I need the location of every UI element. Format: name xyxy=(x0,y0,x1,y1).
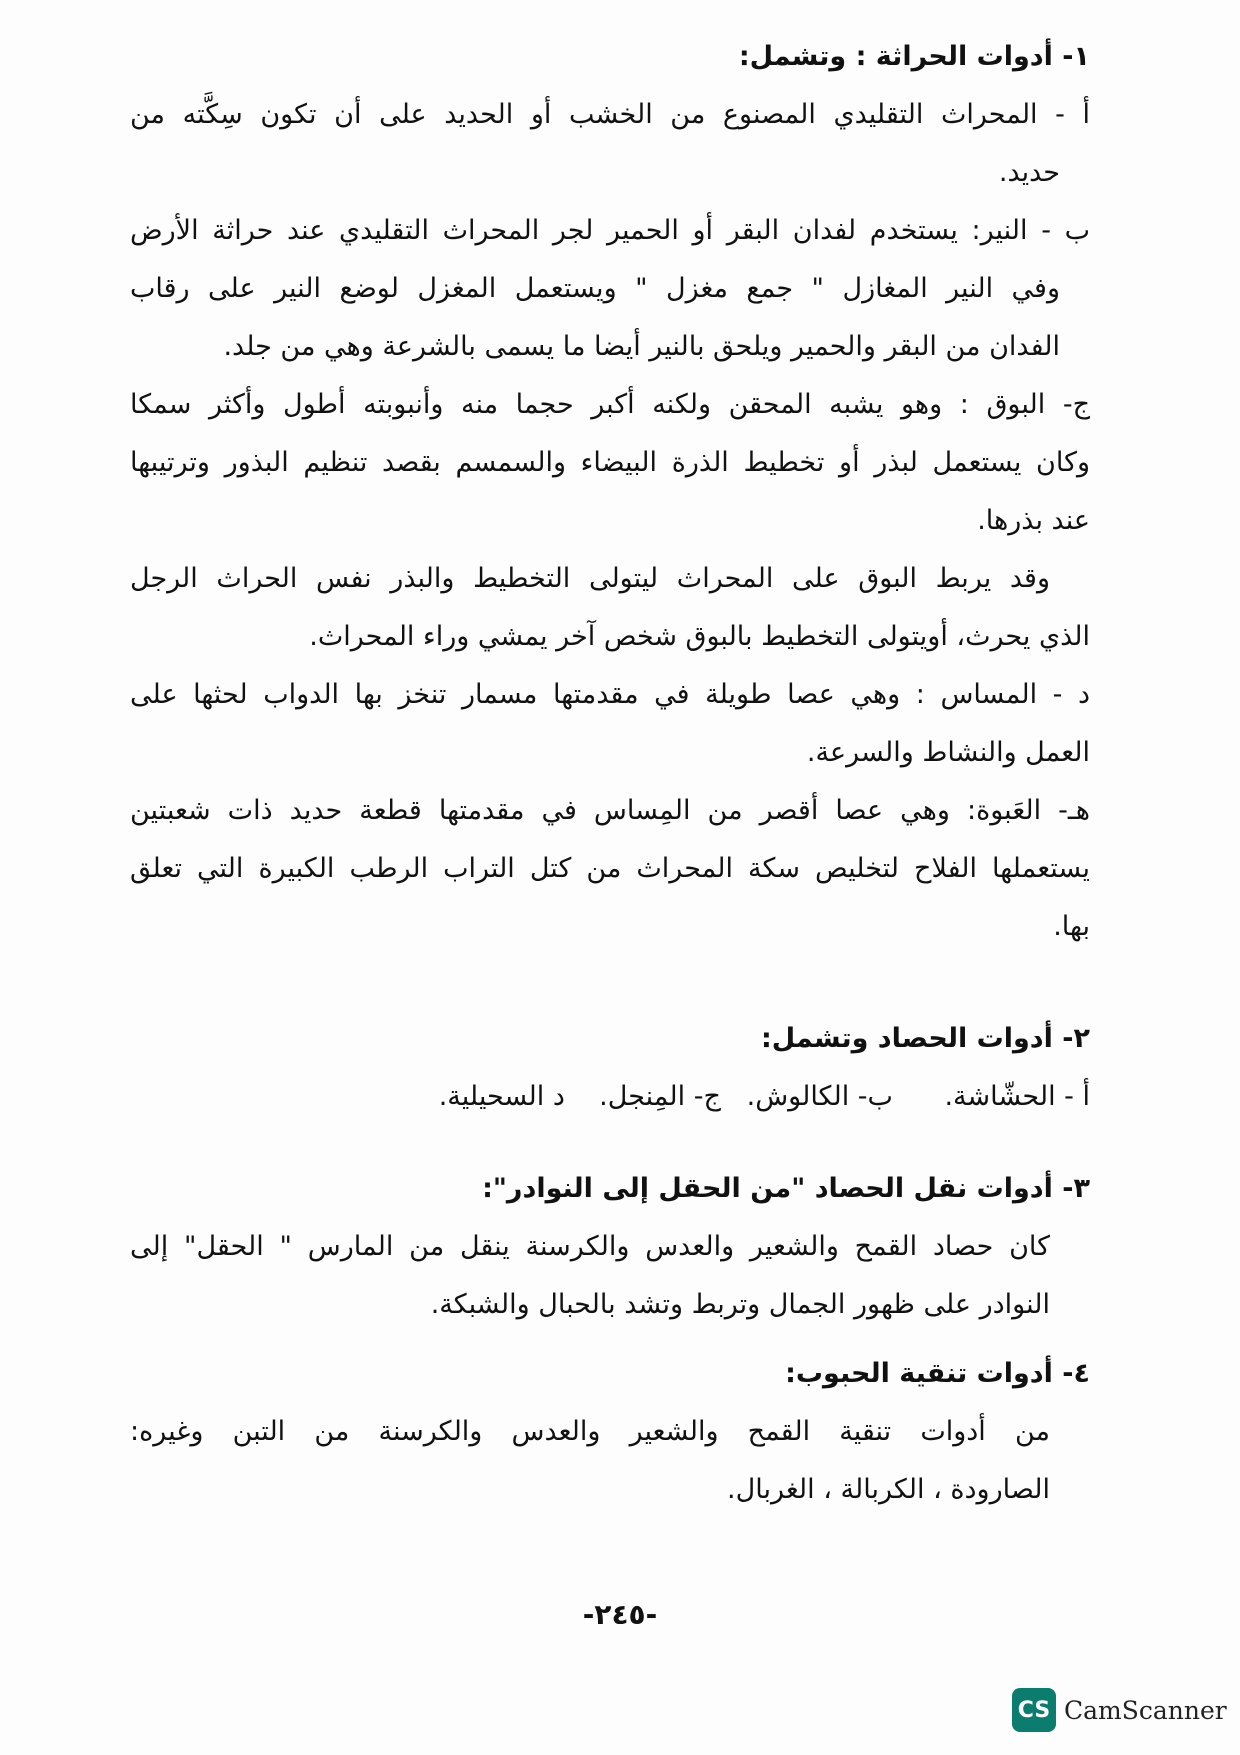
camscanner-watermark xyxy=(1012,1688,1227,1732)
paragraph-line: وكان يستعمل لبذر أو تخطيط الذرة البيضاء والسمسم بقصد تنظيم البذور وترتيبها xyxy=(130,447,1090,478)
paragraph-line: كان حصاد القمح والشعير والعدس والكرسنة ينقل من المارس " الحقل" إلى xyxy=(130,1231,1050,1262)
paragraph-line: الذي يحرث، أويتولى التخطيط بالبوق شخص آخر يمشي وراء المحراث. xyxy=(309,621,1090,652)
section-harvest-transport xyxy=(130,1160,1090,1334)
paragraph-line: أ - المحراث التقليدي المصنوع من الخشب أو الحديد على أن تكون سِكَّته من xyxy=(130,99,1090,130)
paragraph-line: ج- البوق : وهو يشبه المحقن ولكنه أكبر حجما منه وأنبوبته أطول وأكثر سمكا xyxy=(130,389,1090,420)
harvest-tools-list: أ - الحشّاشة. ب- الكالوش. ج- المِنجل. د السحيلية. xyxy=(438,1081,1090,1112)
paragraph-line: يستعملها الفلاح لتخليص سكة المحراث من كتل التراب الرطب الكبيرة التي تعلق xyxy=(130,853,1090,884)
heading-harvest-transport: ٣- أدوات نقل الحصاد "من الحقل إلى النوادر": xyxy=(482,1173,1090,1204)
section-harvest-tools xyxy=(130,1010,1090,1126)
paragraph-line: الفدان من البقر والحمير ويلحق بالنير أيضا ما يسمى بالشرعة وهي من جلد. xyxy=(223,331,1060,362)
heading-harvest-tools: ٢- أدوات الحصاد وتشمل: xyxy=(760,1023,1090,1054)
heading-grain-cleaning: ٤- أدوات تنقية الحبوب: xyxy=(785,1358,1090,1389)
section-grain-cleaning xyxy=(130,1345,1090,1519)
paragraph-line: من أدوات تنقية القمح والشعير والعدس والكرسنة من التبن وغيره: xyxy=(130,1416,1050,1447)
paragraph-line: د - المساس : وهي عصا طويلة في مقدمتها مسمار تنخز بها الدواب لحثها على xyxy=(130,679,1090,710)
heading-plowing-tools: ١- أدوات الحراثة : وتشمل: xyxy=(738,41,1090,72)
paragraph-line: ب - النير: يستخدم لفدان البقر أو الحمير لجر المحراث التقليدي عند حراثة الأرض xyxy=(130,215,1090,246)
paragraph-line: وفي النير المغازل " جمع مغزل " ويستعمل المغزل لوضع النير على رقاب xyxy=(130,273,1060,304)
paragraph-line: عند بذرها. xyxy=(977,505,1090,536)
paragraph-line: بها. xyxy=(1053,911,1090,942)
section-plowing-tools xyxy=(130,28,1090,956)
camscanner-brand-text: CamScanner xyxy=(1064,1695,1227,1725)
camscanner-logo-icon: CS xyxy=(1012,1688,1056,1732)
paragraph-line: العمل والنشاط والسرعة. xyxy=(806,737,1090,768)
page-number: -٢٤٥- xyxy=(582,1598,658,1631)
paragraph-line: حديد. xyxy=(998,157,1060,188)
paragraph-line: هـ- العَبوة: وهي عصا أقصر من المِساس في مقدمتها قطعة حديد ذات شعبتين xyxy=(130,795,1090,826)
paragraph-line: الصارودة ، الكربالة ، الغربال. xyxy=(727,1474,1050,1505)
paragraph-line: وقد يربط البوق على المحراث ليتولى التخطيط والبذر نفس الحراث الرجل xyxy=(130,563,1050,594)
paragraph-line: النوادر على ظهور الجمال وتربط وتشد بالحبال والشبكة. xyxy=(430,1289,1050,1320)
